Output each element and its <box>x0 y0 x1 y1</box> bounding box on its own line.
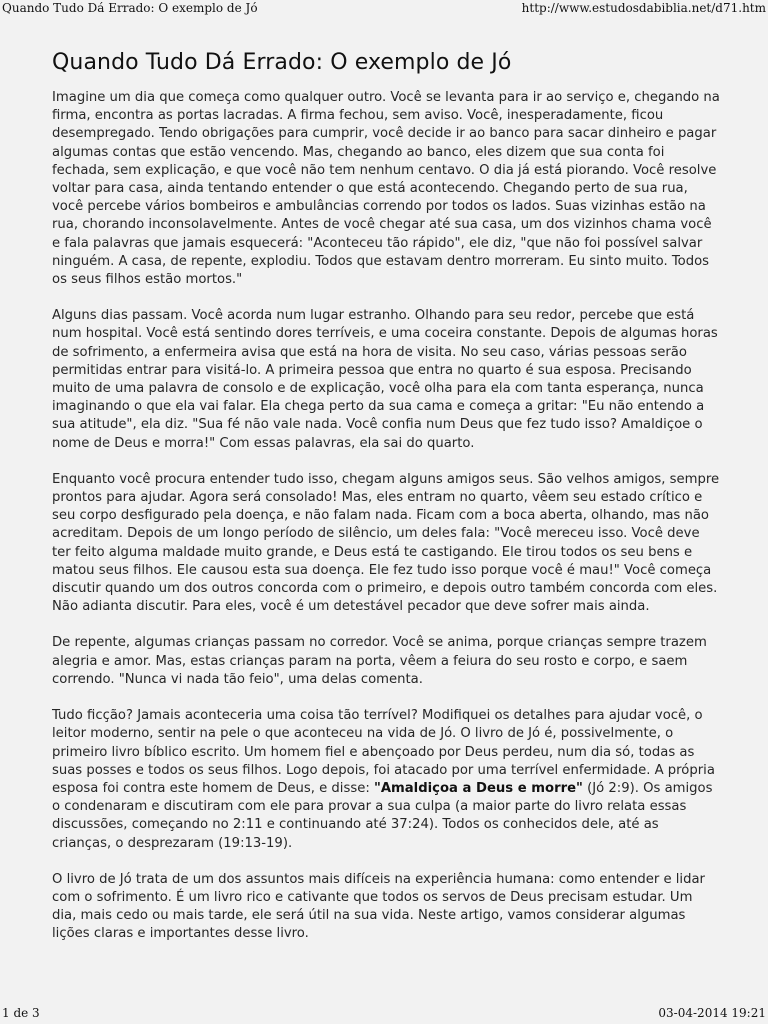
print-footer <box>0 1004 768 1024</box>
paragraph-2: Alguns dias passam. Você acorda num lugar estranho. Olhando para seu redor, percebe que está num hospital. Você está sentindo dores terríveis, e uma coceira constante. Depois de algumas horas de sofrimento, a enfermeira avisa que está na hora de visita. No seu caso, várias pessoas serão permitidas entrar para visitá-lo. A primeira pessoa que entra no quarto é sua esposa. Precisando muito de uma palavra de consolo e de explicação, você olha para ela com tanta esperança, nunca imaginando o que ela vai falar. Ela chega perto da sua cama e começa a gritar: "Eu não entendo a sua atitude", ela diz. "Sua fé não vale nada. Você confia num Deus que fez tudo isso? Amaldiçoe o nome de Deus e morra!" Com essas palavras, ela sai do quarto. <box>52 308 718 451</box>
header-url: http://www.estudosdabiblia.net/d71.htm <box>521 1 766 15</box>
paragraph-5 <box>52 707 720 853</box>
bible-quote: "Amaldiçoa a Deus e morre" <box>373 780 583 796</box>
paragraph-6: O livro de Jó trata de um dos assuntos mais difíceis na experiência humana: como entender e lidar com o sofrimento. É um livro rico e cativante que todos os servos de Deus precisam estudar. Um dia, mais cedo ou mais tarde, ele será útil na sua vida. Neste artigo, vamos considerar algumas lições claras e importantes desse livro. <box>52 871 705 942</box>
header-page-title: Quando Tudo Dá Errado: O exemplo de Jó <box>2 1 258 15</box>
paragraph-5-text-before: Tudo ficção? Jamais aconteceria uma coisa tão terrível? Modifiquei os detalhes para ajudar você, o leitor moderno, sentir na pele o que aconteceu na vida de Jó. O livro de Jó é, possivelmente, o primeiro livro bíblico escrito. Um homem fiel e abençoado por Deus perdeu, num dia só, todas as suas posses e todos os seus filhos. Logo depois, foi atacado por uma terrível enfermidade. A própria esposa foi contra este homem de Deus, e disse: <box>52 708 715 796</box>
article-title: Quando Tudo Dá Errado: O exemplo de Jó <box>52 50 512 75</box>
page-number: 1 de 3 <box>2 1006 40 1020</box>
paragraph-1: Imagine um dia que começa como qualquer outro. Você se levanta para ir ao serviço e, chegando na firma, encontra as portas lacradas. A firma fechou, sem aviso. Você, inesperadamente, ficou desempregado. Tendo obrigações para cumprir, você decide ir ao banco para sacar dinheiro e pagar algumas contas que estão vencendo. Mas, chegando ao banco, eles dizem que sua conta foi fechada, sem explicação, e que você não tem nenhum centavo. O dia já está piorando. Você resolve voltar para casa, ainda tentando entender o que está acontecendo. Chegando perto de sua rua, você percebe vários bombeiros e ambulâncias correndo por todos os lados. Suas vizinhas estão na rua, chorando inconsolavelmente. Antes de você chegar até sua casa, um dos vizinhos chama você e fala palavras que jamais esquecerá: "Aconteceu tão rápido", ele diz, "que não foi possível salvar ninguém. A casa, de repente, explodiu. Todos que estavam dentro morreram. Eu sinto muito. Todos os seus filhos estão mortos." <box>52 90 720 288</box>
print-timestamp: 03-04-2014 19:21 <box>658 1006 766 1020</box>
article <box>52 50 720 962</box>
paragraph-4: De repente, algumas crianças passam no corredor. Você se anima, porque crianças sempre trazem alegria e amor. Mas, estas crianças param na porta, vêem a feiura do seu rosto e corpo, e saem correndo. "Nunca vi nada tão feio", uma delas comenta. <box>52 635 707 687</box>
paragraph-3: Enquanto você procura entender tudo isso, chegam alguns amigos seus. São velhos amigos, sempre prontos para ajudar. Agora será consolado! Mas, eles entram no quarto, vêem seu estado crítico e seu corpo desfigurado pela doença, e não falam nada. Ficam com a boca aberta, olhando, mas não acreditam. Depois de um longo período de silêncio, um deles fala: "Você mereceu isso. Você deve ter feito alguma maldade muito grande, e Deus está te castigando. Ele tirou todos os seu bens e matou seus filhos. Ele causou esta sua doença. Ele fez tudo isso porque você é mau!" Você começa discutir quando um dos outros concorda com o primeiro, e depois outro também concorda com eles. Não adianta discutir. Para eles, você é um detestável pecador que deve sofrer mais ainda. <box>52 471 720 615</box>
print-header <box>0 0 768 18</box>
paragraph-5-text-after: (Jó 2:9). Os amigos o condenaram e discutiram com ele para provar a sua culpa (a maior parte do livro relata essas discussões, começando no 2:11 e continuando até 37:24). Todos os conhecidos dele, até as crianças, o desprezaram (19:13-19). <box>52 780 713 851</box>
